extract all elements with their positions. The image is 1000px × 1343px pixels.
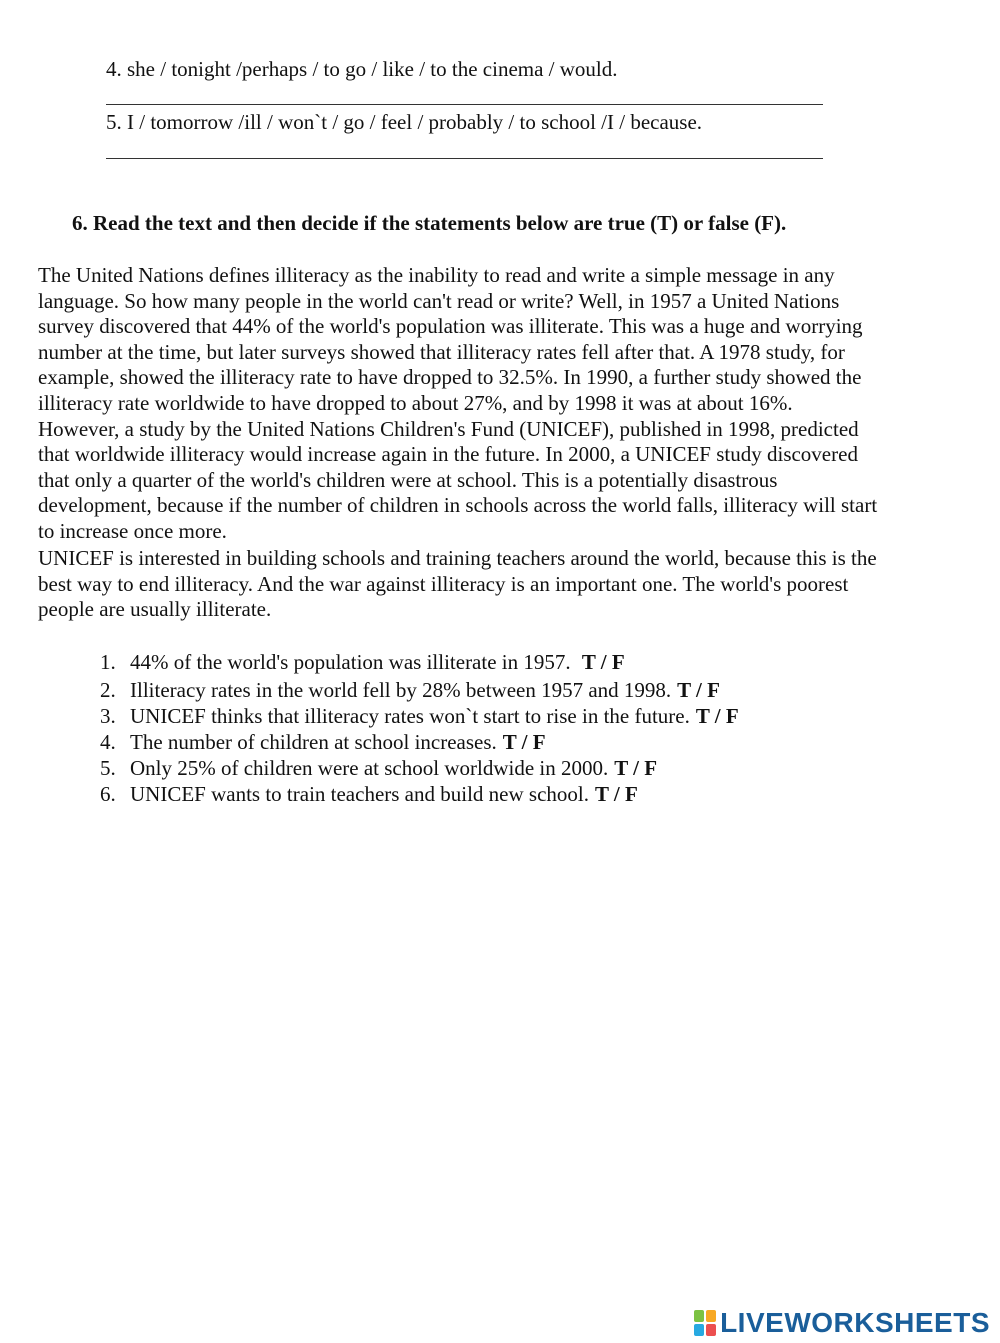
true-false-choice[interactable]: T / F <box>677 678 720 702</box>
statement-number: 3. <box>100 704 116 728</box>
statement-text: UNICEF thinks that illiteracy rates won`t start to rise in the future. <box>130 704 690 728</box>
answer-line-5[interactable] <box>106 158 823 159</box>
true-false-choice[interactable]: T / F <box>502 730 546 754</box>
true-false-choice[interactable]: T / F <box>581 650 625 674</box>
paragraph-line: survey discovered that 44% of the world's population was illiterate. This was a huge and worrying <box>38 314 863 339</box>
statement-number: 6. <box>100 782 116 806</box>
paragraph-line: number at the time, but later surveys showed that illiteracy rates fell after that. A 1978 study, for <box>38 339 845 364</box>
paragraph-line: development, because if the number of children in schools across the world falls, illiteracy will start <box>38 493 878 518</box>
statement-text: Only 25% of children were at school worldwide in 2000. <box>130 756 609 780</box>
exercise-item-5: 5. I / tomorrow /ill / won`t / go / feel / probably / to school /I / because. <box>106 110 703 134</box>
true-false-choice[interactable]: T / F <box>614 756 658 780</box>
statement-number: 5. <box>100 756 116 780</box>
statement-text: UNICEF wants to train teachers and build new school. <box>130 782 589 806</box>
paragraph-line: people are usually illiterate. <box>38 597 272 622</box>
paragraph-line: best way to end illiteracy. And the war against illiteracy is an important one. The world's poorest <box>38 571 849 596</box>
statement-text: 44% of the world's population was illiterate in 1957. <box>130 650 576 674</box>
answer-line-4[interactable] <box>106 104 823 105</box>
true-false-choice[interactable]: T / F <box>695 704 739 728</box>
statement-1 <box>100 650 625 675</box>
statement-3 <box>100 704 739 729</box>
section-heading: 6. Read the text and then decide if the statements below are true (T) or false (F). <box>72 211 787 235</box>
paragraph-line: However, a study by the United Nations Children's Fund (UNICEF), published in 1998, predicted <box>38 416 859 441</box>
reading-paragraph-1 <box>38 263 958 545</box>
statement-2 <box>100 678 720 703</box>
statement-6 <box>100 782 638 807</box>
paragraph-line: example, showed the illiteracy rate to have dropped to 32.5%. In 1990, a further study showed the <box>38 365 862 390</box>
true-false-choice[interactable]: T / F <box>595 782 638 806</box>
liveworksheets-logo <box>694 1307 990 1339</box>
paragraph-line: to increase once more. <box>38 518 227 543</box>
paragraph-line: The United Nations defines illiteracy as the inability to read and write a simple message in any <box>38 263 835 287</box>
statement-text: The number of children at school increases. <box>130 730 497 754</box>
paragraph-line: that worldwide illiteracy would increase again in the future. In 2000, a UNICEF study discovered <box>38 442 858 467</box>
paragraph-line: language. So how many people in the world can't read or write? Well, in 1957 a United Nations <box>38 288 840 313</box>
exercise-item-4: 4. she / tonight /perhaps / to go / like / to the cinema / would. <box>106 57 618 81</box>
logo-text: LIVEWORKSHEETS <box>720 1307 990 1338</box>
statement-number: 1. <box>100 650 116 674</box>
reading-paragraph-2 <box>38 546 958 623</box>
paragraph-line: illiteracy rate worldwide to have dropped to about 27%, and by 1998 it was at about 16%. <box>38 390 793 415</box>
paragraph-line: UNICEF is interested in building schools and training teachers around the world, because this is the <box>38 546 877 570</box>
statement-text: Illiteracy rates in the world fell by 28% between 1957 and 1998. <box>130 678 672 702</box>
statement-number: 2. <box>100 678 116 702</box>
statement-5 <box>100 756 657 781</box>
logo-mark-icon <box>694 1310 716 1336</box>
statement-number: 4. <box>100 730 116 754</box>
statement-4 <box>100 730 546 755</box>
paragraph-line: that only a quarter of the world's children were at school. This is a potentially disastrous <box>38 467 778 492</box>
